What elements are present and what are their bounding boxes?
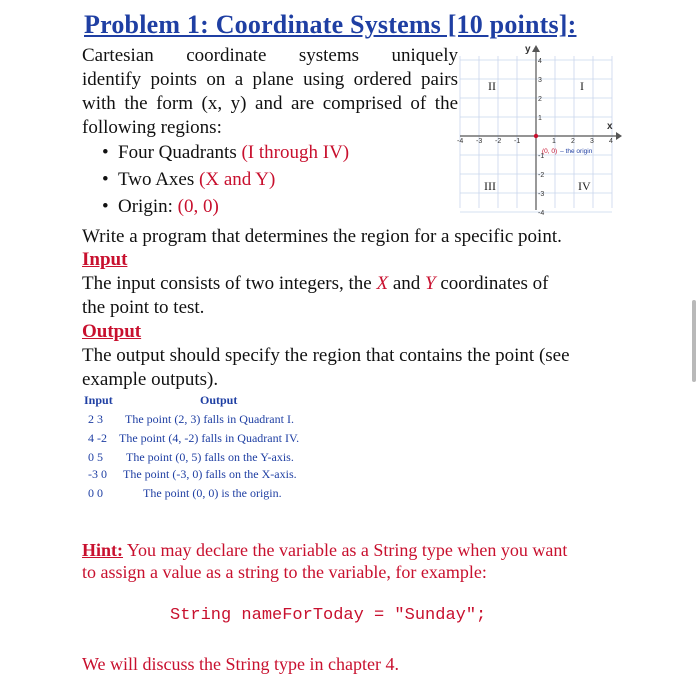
- origin-point: [534, 134, 538, 138]
- task-statement: Write a program that determines the region for a specific point.: [82, 226, 562, 247]
- y-axis-label: y: [525, 44, 531, 55]
- output-heading: Output: [82, 321, 142, 342]
- x-tick-label: 3: [590, 138, 594, 145]
- y-tick-label: -1: [538, 153, 545, 160]
- quadrant-2-label: II: [488, 79, 496, 93]
- examples-output-header: Output: [200, 393, 238, 407]
- x-tick-label: 2: [571, 138, 575, 145]
- y-tick-label: 3: [538, 77, 542, 84]
- y-tick-label: 4: [538, 58, 542, 65]
- example-input: 0 0: [88, 486, 103, 500]
- intro-paragraph: [82, 44, 458, 140]
- y-tick-label: -2: [538, 172, 545, 179]
- x-tick-label: -3: [476, 138, 483, 145]
- example-output: The point (2, 3) falls in Quadrant I.: [125, 412, 294, 426]
- x-tick-label: 1: [552, 138, 556, 145]
- x-axis-arrow: [616, 132, 622, 140]
- y-tick-label: -4: [538, 210, 545, 217]
- y-tick-label: -3: [538, 191, 545, 198]
- scrollbar-thumb[interactable]: [692, 300, 696, 382]
- x-tick-label: -2: [495, 138, 502, 145]
- bullet-dot: •: [102, 169, 109, 190]
- bullet-dot: •: [102, 142, 109, 163]
- input-description-line: the point to test.: [82, 297, 205, 318]
- input-heading: Input: [82, 249, 128, 270]
- x-tick-label: -4: [457, 138, 464, 145]
- example-output: The point (-3, 0) falls on the X-axis.: [123, 467, 297, 481]
- intro-line: identify points on a plane using ordered pairs: [82, 69, 458, 90]
- y-tick-label: 1: [538, 115, 542, 122]
- quadrant-4-label: IV: [578, 179, 591, 193]
- example-output: The point (0, 5) falls on the Y-axis.: [126, 450, 294, 464]
- x-tick-label: 4: [609, 138, 613, 145]
- hint-line: to assign a value as a string to the variable, for example:: [82, 562, 487, 582]
- coordinate-plane-diagram: [456, 40, 620, 217]
- input-description-line: The input consists of two integers, the X and Y coordinates of: [82, 273, 549, 294]
- example-input: 2 3: [88, 412, 103, 426]
- examples-input-header: Input: [84, 393, 113, 407]
- intro-line: Cartesian coordinate systems uniquely: [82, 45, 458, 66]
- example-input: -3 0: [88, 467, 107, 481]
- hint-line: Hint: You may declare the variable as a String type when you want: [82, 540, 568, 560]
- intro-line: following regions:: [82, 117, 222, 138]
- page-title: Problem 1: Coordinate Systems [10 points]:: [84, 10, 577, 39]
- example-output: The point (4, -2) falls in Quadrant IV.: [119, 431, 300, 445]
- x-tick-labels: [457, 138, 613, 145]
- bullet-dot: •: [102, 196, 109, 217]
- bullet-quadrants: • Four Quadrants (I through IV): [102, 142, 350, 163]
- example-input: 4 -2: [88, 431, 107, 445]
- code-example: String nameForToday = "Sunday";: [170, 606, 487, 625]
- example-output: The point (0, 0) is the origin.: [143, 486, 282, 500]
- example-input: 0 5: [88, 450, 103, 464]
- x-tick-label: -1: [514, 138, 521, 145]
- bullet-origin: • Origin: (0, 0): [102, 196, 219, 217]
- hint-label: Hint:: [82, 540, 124, 560]
- footer-note: We will discuss the String type in chapter 4.: [82, 654, 399, 674]
- output-description-line: example outputs).: [82, 369, 219, 390]
- y-tick-labels: [538, 58, 544, 217]
- y-axis-arrow: [532, 45, 540, 52]
- quadrant-1-label: I: [580, 79, 584, 93]
- intro-line: with the form (x, y) and are comprised of the: [82, 93, 458, 114]
- bullet-axes: • Two Axes (X and Y): [102, 169, 276, 190]
- output-description-line: The output should specify the region that contains the point (see: [82, 345, 570, 366]
- x-axis-label: x: [607, 121, 613, 132]
- origin-label: (0, 0) – the origin: [542, 148, 593, 155]
- quadrant-3-label: III: [484, 179, 496, 193]
- y-tick-label: 2: [538, 96, 542, 103]
